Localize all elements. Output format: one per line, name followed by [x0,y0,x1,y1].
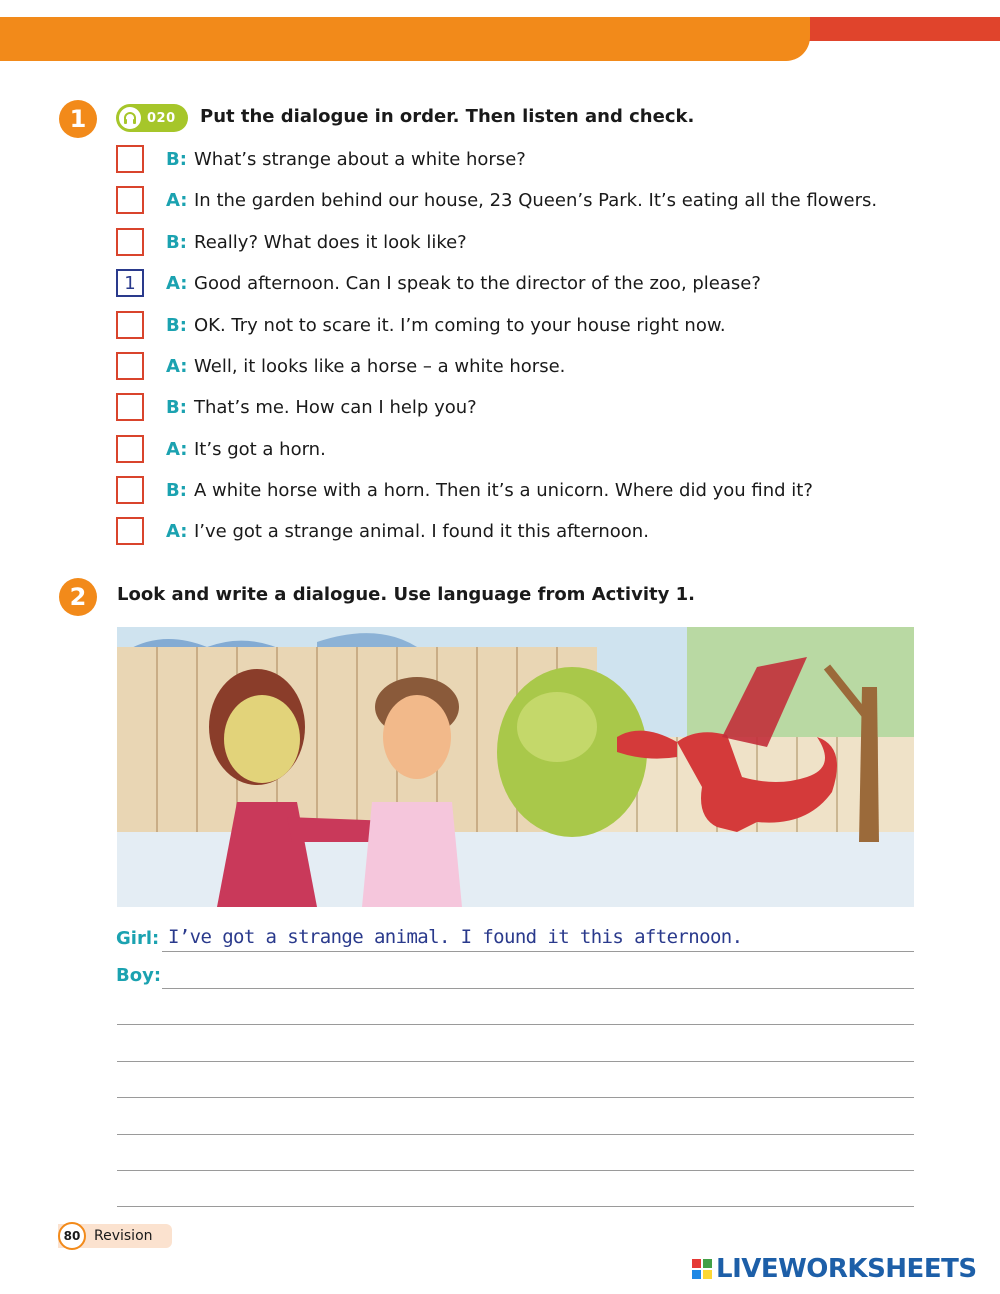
speaker-label: B: [166,314,187,336]
speaker-label: A: [166,438,188,460]
exercise-1-instruction: Put the dialogue in order. Then listen and check. [200,106,695,127]
dialogue-line [116,432,326,466]
order-box[interactable] [116,352,144,380]
dialogue-text: OK. Try not to scare it. I’m coming to your house right now. [194,314,726,336]
order-box[interactable] [116,186,144,214]
order-box[interactable] [116,435,144,463]
dialogue-text: I’ve got a strange animal. I found it this afternoon. [194,520,649,542]
dialogue-text: What’s strange about a white horse? [194,148,526,170]
order-box[interactable] [116,393,144,421]
dragon-garden-illustration [117,627,914,907]
writing-line[interactable] [117,1134,914,1135]
audio-track-code: 020 [147,110,176,126]
order-box[interactable] [116,476,144,504]
dialogue-line [116,390,477,424]
dialogue-line [116,514,649,548]
dialogue-line [116,349,565,383]
exercise-2-number: 2 [59,578,97,616]
dialogue-line [116,183,877,217]
headphones-icon [119,107,141,129]
dialogue-line [116,473,813,507]
speaker-label: A: [166,520,188,542]
exercise-2-instruction: Look and write a dialogue. Use language from Activity 1. [117,584,695,605]
writing-line[interactable] [117,1206,914,1207]
order-box[interactable] [116,228,144,256]
order-box[interactable] [116,145,144,173]
dialogue-text: In the garden behind our house, 23 Queen’s Park. It’s eating all the flowers. [194,189,878,211]
writing-line [162,951,914,952]
boy-label: Boy: [116,965,162,986]
writing-line[interactable] [117,1061,914,1062]
speaker-label: B: [166,396,187,418]
order-box[interactable] [116,517,144,545]
header-bar [0,17,810,61]
boy-answer-line[interactable] [162,988,914,989]
dialogue-text: Good afternoon. Can I speak to the director of the zoo, please? [194,272,761,294]
order-box[interactable]: 1 [116,269,144,297]
writing-line[interactable] [117,1170,914,1171]
dialogue-line [116,225,467,259]
girl-answer[interactable]: I’ve got a strange animal. I found it this afternoon. [168,926,743,948]
exercise-1-number: 1 [59,100,97,138]
writing-line[interactable] [117,1097,914,1098]
girl-label: Girl: [116,928,160,949]
dialogue-text: Really? What does it look like? [194,231,467,253]
liveworksheets-logo [692,1254,977,1284]
speaker-label: A: [166,272,188,294]
speaker-label: B: [166,231,187,253]
speaker-label: A: [166,355,188,377]
logo-blocks-icon [692,1259,712,1279]
dialogue-line [116,266,761,300]
writing-line[interactable] [117,1024,914,1025]
speaker-label: B: [166,479,187,501]
audio-track-button[interactable] [116,104,188,132]
dialogue-text: A white horse with a horn. Then it’s a unicorn. Where did you find it? [194,479,813,501]
section-label: Revision [94,1228,153,1244]
speaker-label: B: [166,148,187,170]
dialogue-line [116,308,726,342]
dialogue-line [116,142,526,176]
dialogue-text: It’s got a horn. [194,438,326,460]
dialogue-text: Well, it looks like a horse – a white horse. [194,355,566,377]
logo-text: LIVEWORKSHEETS [716,1254,977,1284]
speaker-label: A: [166,189,188,211]
order-box[interactable] [116,311,144,339]
dialogue-text: That’s me. How can I help you? [194,396,477,418]
page-number: 80 [58,1222,86,1250]
